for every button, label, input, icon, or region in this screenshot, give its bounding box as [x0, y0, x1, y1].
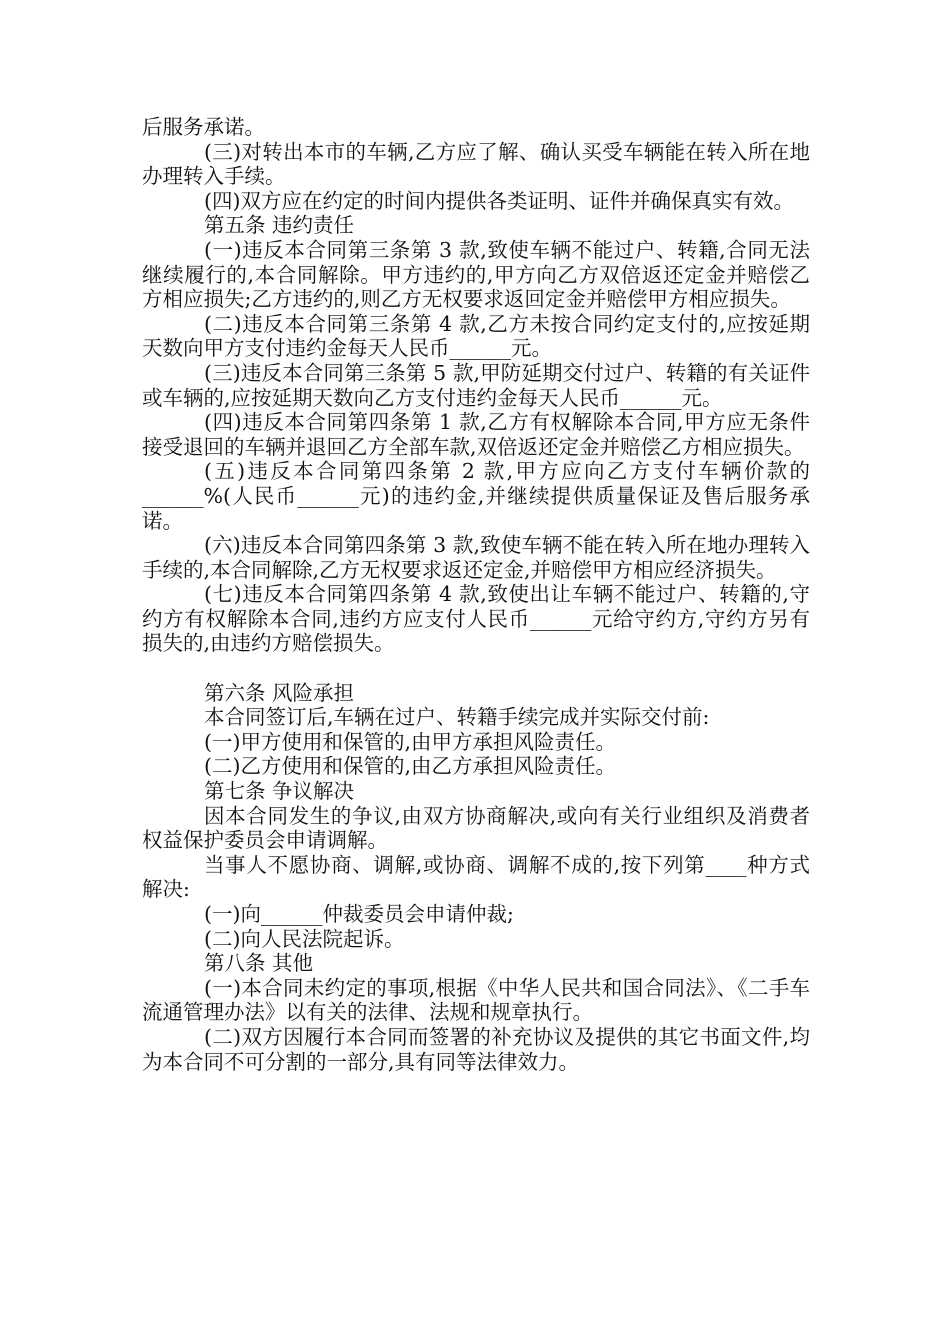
- paragraph: (四)双方应在约定的时间内提供各类证明、证件并确保真实有效。: [204, 188, 794, 213]
- paragraph: (三)对转出本市的车辆,乙方应了解、确认买受车辆能在转入所在地办理转入手续。: [142, 139, 810, 189]
- paragraph: (二)乙方使用和保管的,由乙方承担风险责任。: [204, 754, 617, 779]
- paragraph: (六)违反本合同第四条第 3 款,致使车辆不能在转入所在地办理转入手续的,本合同解除,乙方无权要求返还定金,并赔偿甲方相应经济损失。: [142, 533, 810, 582]
- section-heading: 第七条 争议解决: [204, 779, 355, 804]
- paragraph: (一)本合同未约定的事项,根据《中华人民共和国合同法》、《二手车流通管理办法》以有关的法律、法规和规章执行。: [142, 975, 810, 1025]
- document-page: [142, 115, 810, 1074]
- paragraph: (一)甲方使用和保管的,由甲方承担风险责任。: [204, 729, 617, 754]
- paragraph: 本合同签订后,车辆在过户、转籍手续完成并实际交付前:: [204, 705, 710, 730]
- paragraph: (一)向______仲裁委员会申请仲裁;: [204, 902, 514, 926]
- section-heading: 第八条 其他: [204, 951, 314, 976]
- paragraph: 因本合同发生的争议,由双方协商解决,或向有关行业组织及消费者权益保护委员会申请调解。: [142, 803, 810, 853]
- section-heading: 第五条 违约责任: [204, 213, 355, 238]
- paragraph: (四)违反本合同第四条第 1 款,乙方有权解除本合同,甲方应无条件接受退回的车辆并退回乙方全部车款,双倍返还定金并赔偿乙方相应损失。: [142, 410, 810, 459]
- paragraph: (五)违反本合同第四条第 2 款,甲方应向乙方支付车辆价款的______%(人民币______元)的违约金,并继续提供质量保证及售后服务承诺。: [142, 459, 810, 533]
- paragraph: 当事人不愿协商、调解,或协商、调解不成的,按下列第____种方式解决:: [142, 852, 810, 902]
- paragraph: (一)违反本合同第三条第 3 款,致使车辆不能过户、转籍,合同无法继续履行的,本合同解除。甲方违约的,甲方向乙方双倍返还定金并赔偿乙方相应损失;乙方违约的,则乙方无权要求返回定金并赔偿甲方相应损失。: [142, 237, 810, 312]
- paragraph: (二)向人民法院起诉。: [204, 926, 405, 951]
- paragraph: (二)违反本合同第三条第 4 款,乙方未按合同约定支付的,应按延期天数向甲方支付违约金每天人民币______元。: [142, 311, 810, 361]
- paragraph: (七)违反本合同第四条第 4 款,致使出让车辆不能过户、转籍的,守约方有权解除本合同,违约方应支付人民币______元给守约方,守约方另有损失的,由违约方赔偿损失。: [142, 582, 810, 656]
- section-heading: 第六条 风险承担: [204, 680, 355, 705]
- paragraph: (三)违反本合同第三条第 5 款,甲防延期交付过户、转籍的有关证件或车辆的,应按延期天数向乙方支付违约金每天人民币______元。: [142, 360, 810, 410]
- blank-line: [142, 656, 810, 681]
- paragraph: (二)双方因履行本合同而签署的补充协议及提供的其它书面文件,均为本合同不可分割的一部分,具有同等法律效力。: [142, 1024, 810, 1074]
- paragraph: 后服务承诺。: [142, 115, 265, 139]
